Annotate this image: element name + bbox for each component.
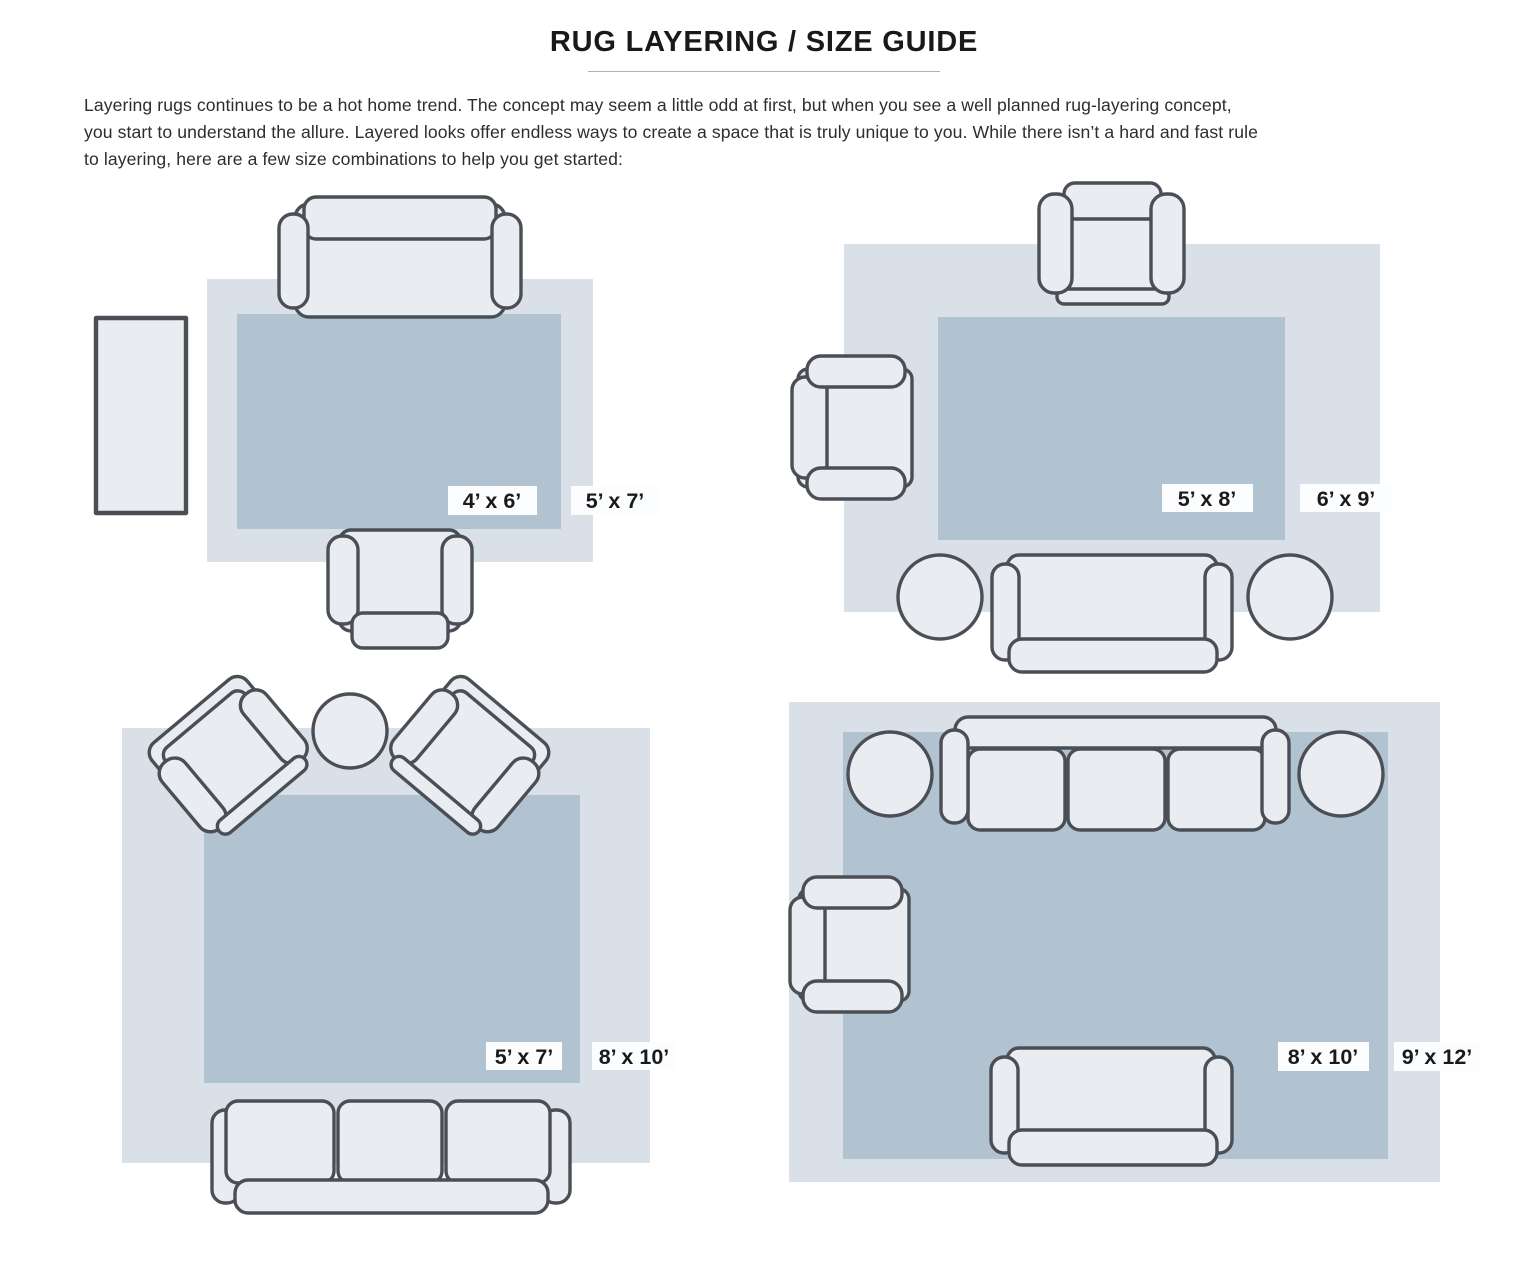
sofa-body (1007, 555, 1217, 644)
armchair-arm-bottom (803, 981, 902, 1012)
armchair (328, 530, 472, 648)
armchair-arm-top (807, 356, 905, 387)
size-label-outer (571, 486, 660, 515)
armchair-arm-bottom (807, 468, 905, 499)
loveseat-back-cushion (1009, 1130, 1217, 1165)
size-label-text: 6’ x 9’ (1316, 487, 1376, 511)
size-label-text: 8’ x 10’ (1287, 1045, 1359, 1069)
diagram-bottom-right (789, 702, 1480, 1182)
armchair-left (790, 877, 909, 1012)
sofa-arm-left (279, 214, 308, 308)
sofa-cushion-2 (1068, 749, 1165, 830)
pouf-left (848, 732, 932, 816)
size-label-outer (1394, 1042, 1480, 1071)
size-label-text: 5’ x 7’ (494, 1045, 554, 1069)
loveseat (991, 1048, 1232, 1165)
side-table (96, 318, 186, 513)
armchair-arm-top (803, 877, 902, 908)
size-label-text: 9’ x 12’ (1401, 1045, 1473, 1069)
sofa-cushion-3 (446, 1101, 550, 1183)
armchair-back-cushion (792, 377, 827, 478)
round-side-table (313, 694, 387, 768)
armchair-back-cushion (1064, 183, 1161, 219)
size-label-inner (448, 486, 537, 515)
page-title: RUG LAYERING / SIZE GUIDE (549, 26, 979, 58)
three-seat-sofa (941, 717, 1289, 830)
diagram-bottom-left (122, 667, 676, 1213)
size-label-inner (486, 1042, 562, 1070)
pouf-right (1299, 732, 1383, 816)
size-label-outer (592, 1042, 676, 1070)
inner-rug-5x7 (204, 795, 580, 1083)
sofa-back-cushion (304, 197, 496, 239)
armchair-arm-left (1039, 194, 1072, 293)
pouf-right (1248, 555, 1332, 639)
size-label-inner (1278, 1042, 1369, 1071)
loveseat-body (1007, 1048, 1215, 1134)
sofa (992, 555, 1232, 672)
armchair-seat-front (1057, 289, 1169, 304)
sofa-back-cushion (235, 1180, 548, 1213)
armchair-left (792, 356, 912, 499)
sofa-cushion-1 (226, 1101, 334, 1183)
size-label-outer (1300, 484, 1392, 512)
sofa-back-cushion (955, 717, 1276, 748)
armchair-arm-right (1151, 194, 1184, 293)
diagram-top-right (792, 183, 1392, 672)
pouf-left (898, 555, 982, 639)
sofa-cushion-2 (338, 1101, 442, 1183)
intro-line-1: Layering rugs continues to be a hot home trend. The concept may seem a little odd at first, but when you see a well planned rug-layering concept, (84, 95, 1232, 115)
sofa-cushion-3 (1168, 749, 1265, 830)
size-label-text: 8’ x 10’ (598, 1045, 670, 1069)
three-seat-sofa (212, 1101, 570, 1213)
armchair-top (1039, 183, 1184, 304)
intro-line-3: to layering, here are a few size combinations to help you get started: (84, 149, 624, 170)
sofa-arm-left (941, 730, 968, 823)
size-label-text: 5’ x 8’ (1177, 487, 1237, 511)
size-label-text: 4’ x 6’ (462, 489, 522, 513)
size-label-text: 5’ x 7’ (585, 489, 645, 513)
sofa-arm-right (492, 214, 521, 308)
armchair-body (1069, 212, 1157, 298)
size-label-inner (1162, 484, 1253, 512)
sofa-arm-right (1262, 730, 1289, 823)
armchair-arm-left (328, 536, 358, 624)
armchair-back-cushion (352, 613, 448, 648)
sofa-back-cushion (1009, 639, 1217, 672)
diagram-top-left (96, 197, 660, 648)
sofa (279, 197, 521, 317)
intro-line-2: you start to understand the allure. Layered looks offer endless ways to create a space that is truly unique to you. While there isn’t a hard and fast rule (84, 122, 1258, 143)
armchair-arm-right (442, 536, 472, 624)
sofa-cushion-1 (968, 749, 1065, 830)
